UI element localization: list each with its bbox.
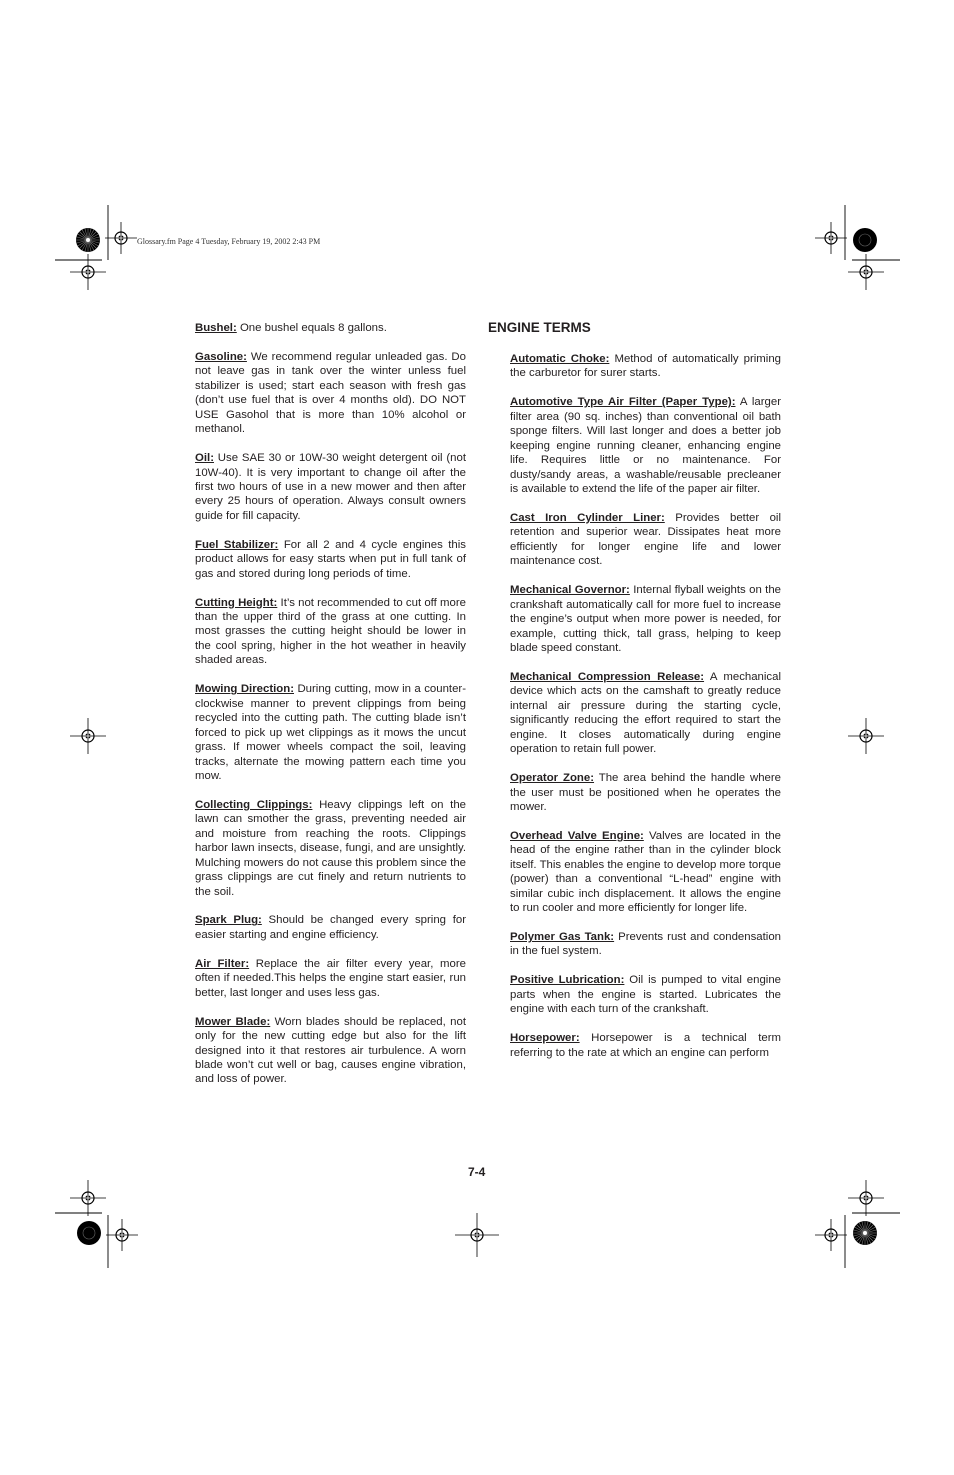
entry-text: It’s not recommended to cut off more than the upper third of the grass at one cutting. In most grasses the cutting height should be lower in the cool spring, higher in the hot weather in heavily shaded areas. <box>195 596 466 667</box>
entry-term: Oil: <box>195 452 214 465</box>
starburst-center <box>863 1231 867 1235</box>
entry-term: Cast Iron Cylinder Liner: <box>510 511 665 524</box>
entry-term: Gasoline: <box>195 350 247 363</box>
entry-term: Mechanical Governor: <box>510 584 630 597</box>
glossary-entry <box>510 583 781 655</box>
entry-term: Horsepower: <box>510 1032 580 1045</box>
glossary-entry <box>195 596 466 668</box>
entry-text: Method of automatically priming the carburetor for surer starts. <box>510 353 781 380</box>
entry-term: Polymer Gas Tank: <box>510 931 615 944</box>
glossary-entry <box>510 1031 781 1060</box>
entry-text: Worn blades should be replaced, not only for the new cutting edge but also for the lift designed into it that restores air turbulence. A worn blade won’t cut well or bag, causes engine vibration, and loss of power. <box>195 1015 466 1086</box>
entry-term: Fuel Stabilizer: <box>195 538 279 551</box>
entry-term: Bushel: <box>195 322 237 334</box>
entry-term: Air Filter: <box>195 957 250 970</box>
glossary-entry <box>510 670 781 757</box>
entry-term: Automotive Type Air Filter (Paper Type): <box>510 396 736 409</box>
entry-term: Collecting Clippings: <box>195 798 313 811</box>
glossary-entry <box>195 1015 466 1087</box>
glossary-entry <box>195 350 466 437</box>
glossary-entry <box>510 930 781 959</box>
entry-term: Automatic Choke: <box>510 353 610 365</box>
entry-text: Valves are located in the head of the engine rather than in the cylinder block itself. This enables the engine to develop more torque (power) than a conventional “L-head” engine with similar cubic inch displacement. It allows the engine to run cooler and more efficiently for longer life. <box>510 829 781 915</box>
glossary-entry <box>510 511 781 569</box>
entry-text: Provides better oil retention and superior wear. Dissipates heat more efficiently for longer engine life and lower maintenance cost. <box>510 511 781 568</box>
entry-text: The area behind the handle where the user must be positioned when he operates the mower. <box>510 772 781 813</box>
entry-text: Prevents rust and condensation in the fuel system. <box>510 931 781 958</box>
glossary-entry <box>510 973 781 1016</box>
entry-text: A mechanical device which acts on the camshaft to greatly reduce internal air pressure during the starting cycle, significantly reducing the effort required to start the engine. It closes automatically during engine operation to retain full power. <box>510 670 781 756</box>
glossary-entry <box>510 352 781 381</box>
glossary-entry <box>195 957 466 1000</box>
entry-term: Mechanical Compression Release: <box>510 670 705 683</box>
glossary-entry <box>195 321 466 335</box>
entry-term: Positive Lubrication: <box>510 974 625 987</box>
entry-text: Oil is pumped to vital engine parts when the engine is started. Lubricates the engine with each turn of the crankshaft. <box>510 974 782 1016</box>
glossary-entry <box>195 798 466 899</box>
entry-term: Cutting Height: <box>195 596 278 609</box>
glossary-left-column <box>195 321 466 1101</box>
glossary-entry <box>510 829 781 916</box>
entry-text: Horsepower is a technical term referring to the rate at which an engine can perform <box>510 1032 781 1059</box>
entry-text: During cutting, mow in a counter-clockwise manner to prevent clippings from being recycled into the cutting path. The cutting blade isn’t forced to pick up wet clippings as it mows the uncut grass. If mower wheels compact the soil, leaving tracks, alternate the mowing pattern each time you mow. <box>195 683 466 782</box>
glossary-entry <box>195 913 466 942</box>
entry-term: Operator Zone: <box>510 772 595 785</box>
entry-text: One bushel equals 8 gallons. <box>236 322 387 334</box>
entry-text: Replace the air filter every year, more often if needed.This helps the engine start easier, run better, last longer and uses less gas. <box>195 957 466 999</box>
glossary-right-column <box>510 352 781 1075</box>
entry-text: Internal flyball weights on the crankshaft automatically call for more fuel to increase the engine’s output when more power is needed, for example, cutting thick, tall grass, helping to keep blade speed constant. <box>510 584 781 655</box>
starburst-center <box>86 238 90 242</box>
entry-term: Mower Blade: <box>195 1015 271 1028</box>
entry-text: We recommend regular unleaded gas. Do not leave gas in tank over the winter unless fuel stabilizer is used; start each season with fresh gas (don’t use fuel that is over 4 months old). DO NOT USE Gasohol that is more than 10% alcohol or methanol. <box>195 350 466 436</box>
entry-text: Use SAE 30 or 10W-30 weight detergent oil (not 10W-40). It is very important to change oil after the first two hours of use in a new mower and then after every 25 hours of operation. Always consult owners guide for fill capacity. <box>195 452 466 522</box>
section-heading: ENGINE TERMS <box>488 320 591 335</box>
entry-text: Heavy clippings left on the lawn can smother the grass, preventing needed air and moisture from reaching the roots. Clippings harbor lawn insects, disease, fungi, and are unsightly. Mulching mowers do not cause this problem since the grass clippings are cut finely and return nutrients to the soil. <box>195 798 466 898</box>
glossary-entry <box>510 771 781 814</box>
header-slug: Glossary.fm Page 4 Tuesday, February 19, 2002 2:43 PM <box>137 237 321 246</box>
entry-text: A larger filter area (90 sq. inches) than conventional oil bath sponge filters. Will last longer and does a better job keeping engine running cleaner, enhancing engine life. Requires little or no maintenance. For dusty/sandy areas, a washable/reusable precleaner is available to extend the life of the paper air filter. <box>510 396 781 496</box>
entry-text: Should be changed every spring for easier starting and engine efficiency. <box>195 914 466 941</box>
registration-disc-icon <box>853 228 877 252</box>
glossary-entry <box>195 682 466 783</box>
entry-term: Overhead Valve Engine: <box>510 829 644 842</box>
glossary-entry <box>195 538 466 581</box>
registration-disc-icon <box>77 1221 101 1245</box>
page-number: 7-4 <box>468 1165 486 1179</box>
glossary-entry <box>510 395 781 496</box>
entry-term: Mowing Direction: <box>195 683 294 696</box>
entry-term: Spark Plug: <box>195 914 262 927</box>
glossary-entry <box>195 451 466 523</box>
entry-text: For all 2 and 4 cycle engines this product allows for easy starts when put in full tank of gas and stored during long periods of time. <box>195 538 466 580</box>
